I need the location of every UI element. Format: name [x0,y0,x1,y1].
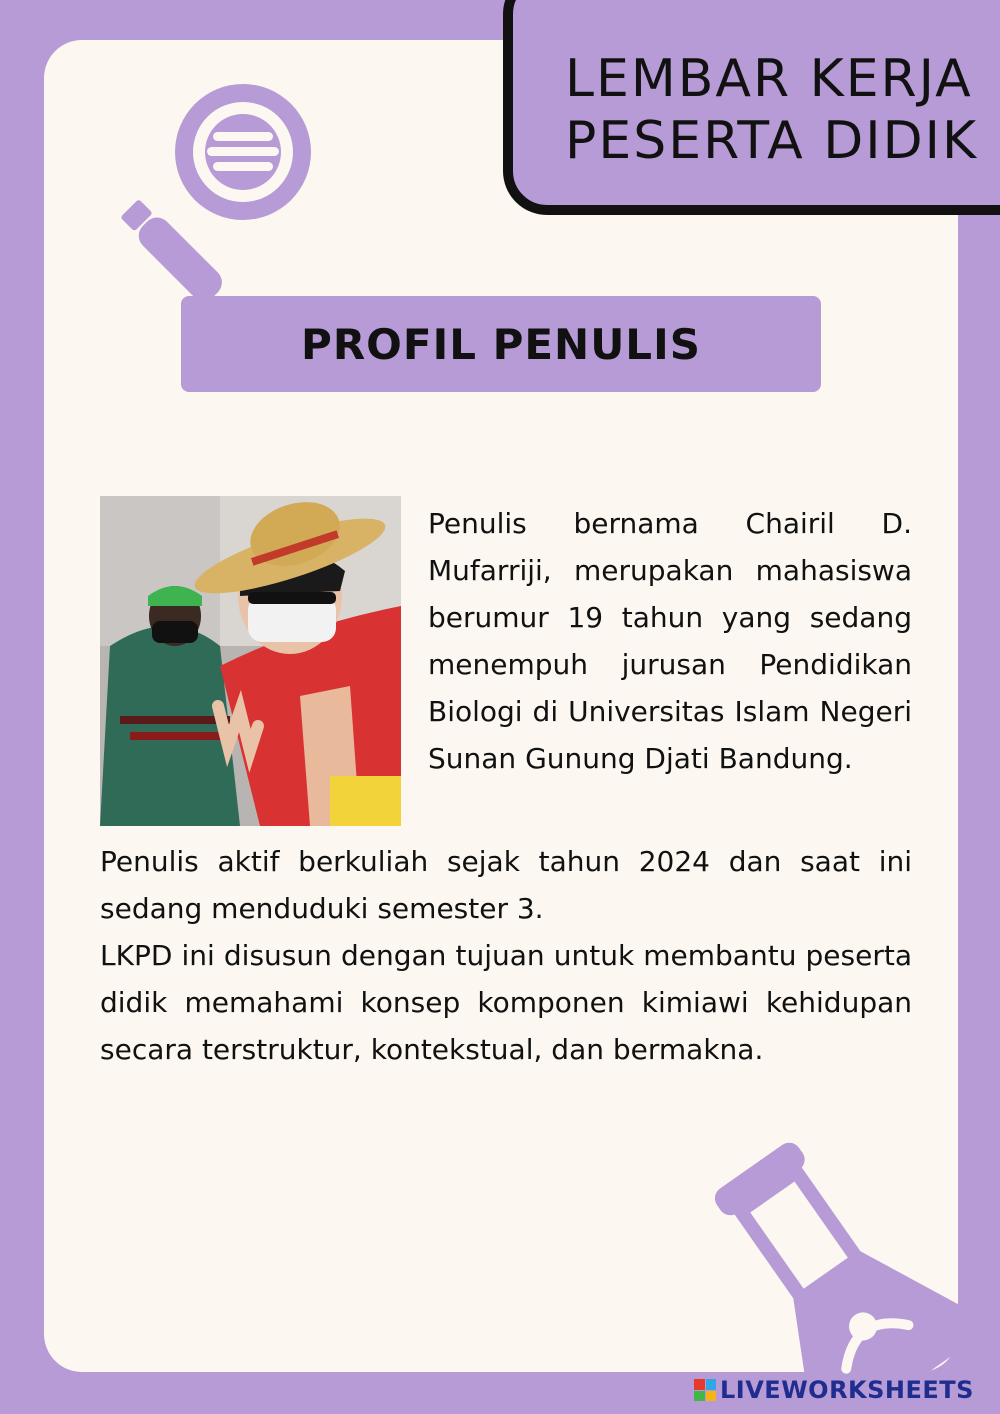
lkpd-purpose: LKPD ini disusun dengan tujuan untuk membantu peserta didik memahami konsep komponen kimiawi kehidupan secara terstruktur, kontekstual, dan bermakna. [100,939,912,1066]
author-photo [100,496,401,826]
page-title [565,48,985,172]
liveworksheets-watermark [694,1374,974,1406]
title-line-2: PESERTA DIDIK [565,111,979,171]
magnifier-icon [95,80,325,310]
liveworksheets-logo-icon [694,1379,716,1401]
study-info: Penulis aktif berkuliah sejak tahun 2024 dan saat ini sedang menduduki semester 3. [100,845,912,925]
section-title: PROFIL PENULIS [301,319,701,369]
watermark-text: LIVEWORKSHEETS [720,1376,974,1404]
section-banner [181,296,821,392]
author-details [100,838,912,1073]
title-line-1: LEMBAR KERJA [565,49,973,109]
flask-icon [700,1125,960,1385]
author-intro: Penulis bernama Chairil D. Mufarriji, merupakan mahasiswa berumur 19 tahun yang sedang menempuh jurusan Pendidikan Biologi di Universitas Islam Negeri Sunan Gunung Djati Bandung. [428,507,912,775]
